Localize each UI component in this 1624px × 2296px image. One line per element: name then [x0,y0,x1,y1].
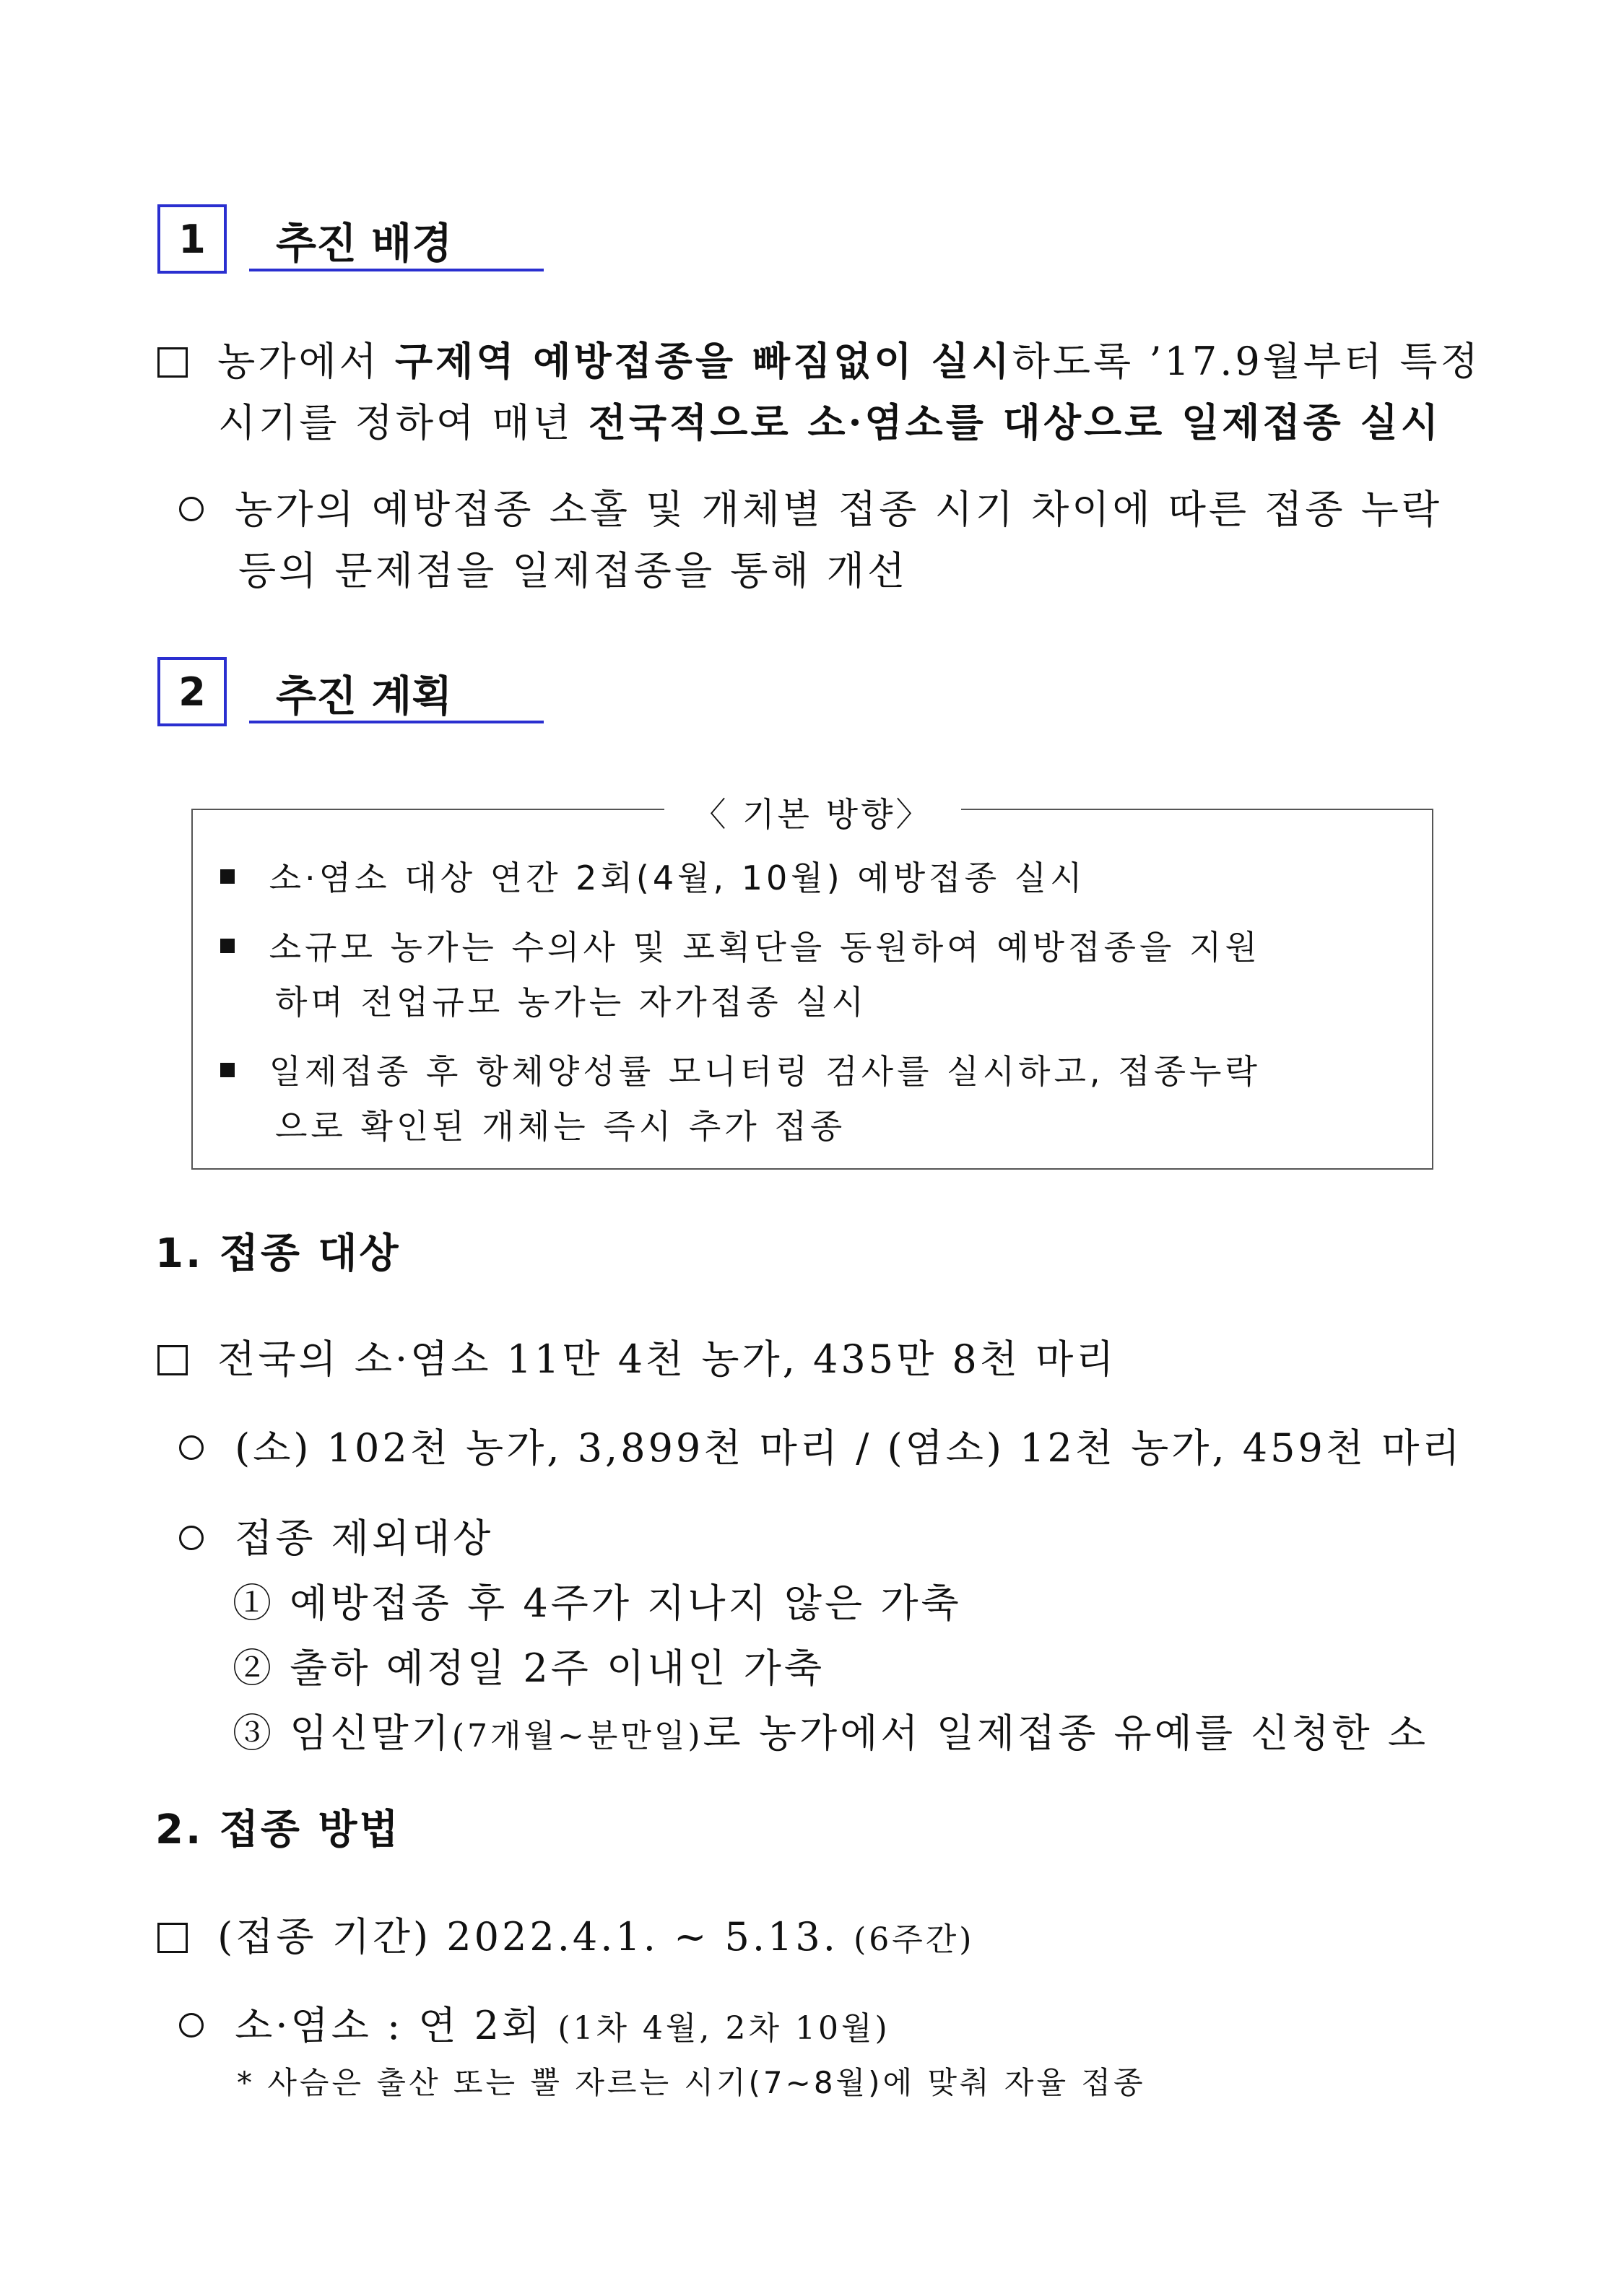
square-bullet-icon [220,939,235,953]
background-item-line2: 시기를 정하여 매년 전국적으로 소·염소를 대상으로 일제접종 실시 [218,399,1441,445]
section-2-title: 추진 계획 [276,671,453,721]
background-subitem-line2: 등의 문제점을 일제접종을 통해 개선 [238,548,908,593]
exclusion-item-3: ③ 임신말기(7개월~분만일)로 농가에서 일제접종 유예를 신청한 소 [233,1710,1428,1756]
box-item-2-line1: 소규모 농가는 수의사 및 포획단을 동원하여 예방접종을 지원 [220,921,1261,969]
box-item-3-line1: 일제접종 후 항체양성률 모니터링 검사를 실시하고, 접종누락 [220,1045,1261,1093]
deer-note: * 사슴은 출산 또는 뿔 자르는 시기(7~8월)에 맞춰 자율 접종 [237,2065,1146,2100]
target-detail: (소) 102천 농가, 3,899천 마리 / (염소) 12천 농가, 459천 마리 [179,1417,1463,1473]
circle-bullet-icon [179,1435,204,1460]
background-subitem-line1: 농가의 예방접종 소홀 및 개체별 접종 시기 차이에 따른 접종 누락 [179,479,1442,534]
circle-bullet-icon [179,1526,204,1550]
vaccination-method-heading: 2. 접종 방법 [155,1806,401,1853]
box-item-3-line2: 으로 확인된 개체는 즉시 추가 접종 [275,1107,846,1146]
exclusion-item-1: ① 예방접종 후 4주가 지나지 않은 가축 [233,1580,962,1626]
section-1-underline [249,269,544,271]
section-2-underline [249,721,544,723]
section-2-number: 2 [157,657,227,726]
checkbox-square-icon [157,1345,188,1375]
vaccination-target-heading: 1. 접종 대상 [155,1230,401,1277]
exclusion-item-2: ② 출하 예정일 2주 이내인 가축 [233,1645,825,1691]
square-bullet-icon [220,1063,235,1077]
checkbox-square-icon [157,1923,188,1953]
box-title: 〈 기본 방향〉 [193,788,1432,836]
frequency-item: 소·염소 : 연 2회 (1차 4월, 2차 10월) [179,1995,890,2051]
exclusion-title: 접종 제외대상 [179,1508,493,1563]
circle-bullet-icon [179,2013,204,2038]
checkbox-square-icon [157,347,188,378]
box-item-1: 소·염소 대상 연간 2회(4월, 10월) 예방접종 실시 [220,852,1086,900]
square-bullet-icon [220,869,235,884]
section-1-title: 추진 배경 [276,219,453,268]
background-item-line1: 농가에서 구제역 예방접종을 빠짐없이 실시하도록 ’17.9월부터 특정 [157,331,1481,386]
box-item-2-line2: 하며 전업규모 농가는 자가접종 실시 [275,983,868,1022]
period-item: (접종 기간) 2022.4.1. ~ 5.13. (6주간) [157,1906,974,1962]
target-item: 전국의 소·염소 11만 4천 농가, 435만 8천 마리 [157,1329,1116,1384]
section-1-number: 1 [157,204,227,274]
circle-bullet-icon [179,497,204,521]
